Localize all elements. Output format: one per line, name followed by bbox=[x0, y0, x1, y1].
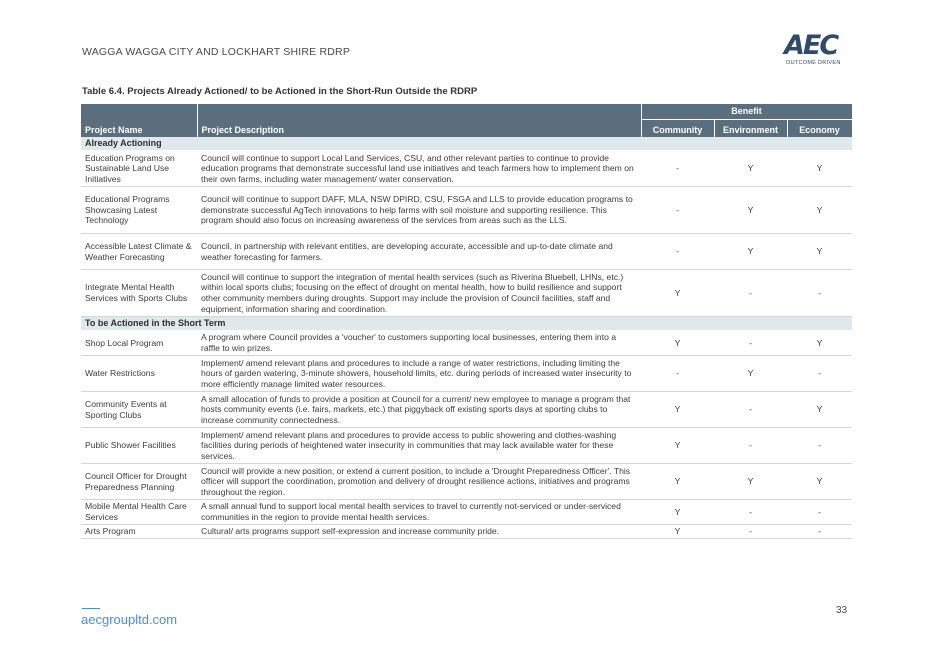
table-row bbox=[81, 356, 852, 392]
table-row bbox=[81, 234, 852, 270]
table-row bbox=[81, 525, 852, 539]
benefit-economy: Y bbox=[787, 151, 852, 187]
benefit-community: Y bbox=[641, 500, 714, 525]
benefit-environment: Y bbox=[714, 234, 787, 270]
table-row bbox=[81, 500, 852, 525]
project-name: Water Restrictions bbox=[81, 356, 197, 392]
header-community: Community bbox=[641, 120, 714, 138]
project-name: Shop Local Program bbox=[81, 331, 197, 356]
benefit-economy: Y bbox=[787, 234, 852, 270]
project-description: Implement/ amend relevant plans and procedures to provide access to public showering and clothes-washing facilities during periods of heightened water insecurity in communities that may lack available water for these services. bbox=[197, 428, 641, 464]
benefit-community: Y bbox=[641, 270, 714, 317]
project-description: A small allocation of funds to provide a position at Council for a current/ new employee to manage a program that hosts community events (i.e. fairs, markets, etc.) that piggyback off existing sports days at sporting clubs to increase community connectedness. bbox=[197, 392, 641, 428]
benefit-community: Y bbox=[641, 525, 714, 539]
benefit-economy: Y bbox=[787, 187, 852, 234]
table-row bbox=[81, 270, 852, 317]
benefit-environment: - bbox=[714, 428, 787, 464]
table-row bbox=[81, 151, 852, 187]
table-row bbox=[81, 392, 852, 428]
project-description: Council will continue to support Local Land Services, CSU, and other relevant parties to continue to provide education programs that demonstrate successful land use initiatives and teach farmers how to implement them on their own farms, including water management/ water conservation. bbox=[197, 151, 641, 187]
section-title: Already Actioning bbox=[81, 137, 852, 151]
aec-logo bbox=[784, 32, 856, 72]
project-description: Council will continue to support the integration of mental health services (such as Riverina Bluebell, LHNs, etc.) within local sports clubs; focusing on the effect of drought on mental health, how to build resilience and support other community members during droughts. Support may include the provision of Council facilities, staff and equipment, information sharing and coordination. bbox=[197, 270, 641, 317]
benefit-community: Y bbox=[641, 392, 714, 428]
footer-website-link[interactable]: aecgroupltd.com bbox=[81, 612, 178, 627]
page-number: 33 bbox=[836, 605, 848, 616]
header-project-name: Project Name bbox=[81, 104, 197, 137]
table-caption: Table 6.4. Projects Already Actioned/ to be Actioned in the Short-Run Outside the RDRP bbox=[82, 86, 478, 97]
benefit-community: - bbox=[641, 356, 714, 392]
project-name: Arts Program bbox=[81, 525, 197, 539]
benefit-economy: Y bbox=[787, 392, 852, 428]
section-title: To be Actioned in the Short Term bbox=[81, 317, 852, 331]
benefit-economy: - bbox=[787, 500, 852, 525]
footer-divider bbox=[82, 608, 100, 609]
benefit-economy: - bbox=[787, 356, 852, 392]
project-description: Cultural/ arts programs support self-expression and increase community pride. bbox=[197, 525, 641, 539]
table-row bbox=[81, 187, 852, 234]
header-project-description: Project Description bbox=[197, 104, 641, 137]
benefit-environment: - bbox=[714, 392, 787, 428]
benefit-community: - bbox=[641, 187, 714, 234]
section-row bbox=[81, 317, 852, 331]
table-row bbox=[81, 464, 852, 500]
header-benefit: Benefit bbox=[641, 104, 852, 120]
benefit-environment: - bbox=[714, 270, 787, 317]
project-name: Community Events at Sporting Clubs bbox=[81, 392, 197, 428]
header-environment: Environment bbox=[714, 120, 787, 138]
project-name: Educational Programs Showcasing Latest Technology bbox=[81, 187, 197, 234]
project-description: Council, in partnership with relevant entities, are developing accurate, accessible and up-to-date climate and weather forecasting for farmers. bbox=[197, 234, 641, 270]
benefit-environment: Y bbox=[714, 356, 787, 392]
project-name: Integrate Mental Health Services with Sports Clubs bbox=[81, 270, 197, 317]
benefit-community: - bbox=[641, 234, 714, 270]
benefit-economy: - bbox=[787, 525, 852, 539]
benefit-environment: Y bbox=[714, 187, 787, 234]
benefit-community: - bbox=[641, 151, 714, 187]
benefit-community: Y bbox=[641, 331, 714, 356]
project-name: Education Programs on Sustainable Land Use Initiatives bbox=[81, 151, 197, 187]
project-name: Mobile Mental Health Care Services bbox=[81, 500, 197, 525]
benefit-economy: - bbox=[787, 270, 852, 317]
project-description: Council will continue to support DAFF, MLA, NSW DPIRD, CSU, FSGA and LLS to provide education programs to demonstrate successful AgTech innovations to help farms with soil moisture and supporting resilience. This program should also focus on increasing awareness of the services from areas such as the LLS. bbox=[197, 187, 641, 234]
section-row bbox=[81, 137, 852, 151]
benefit-community: Y bbox=[641, 428, 714, 464]
projects-table bbox=[81, 104, 853, 539]
project-description: A program where Council provides a 'voucher' to customers supporting local businesses, entering them into a raffle to win prizes. bbox=[197, 331, 641, 356]
table-row bbox=[81, 428, 852, 464]
project-name: Council Officer for Drought Preparedness Planning bbox=[81, 464, 197, 500]
benefit-economy: - bbox=[787, 428, 852, 464]
benefit-environment: Y bbox=[714, 151, 787, 187]
project-name: Public Shower Facilities bbox=[81, 428, 197, 464]
benefit-environment: - bbox=[714, 500, 787, 525]
header-economy: Economy bbox=[787, 120, 852, 138]
benefit-economy: Y bbox=[787, 331, 852, 356]
benefit-community: Y bbox=[641, 464, 714, 500]
project-description: A small annual fund to support local mental health services to travel to currently not-serviced or under-serviced communities in the region to provide mental health services. bbox=[197, 500, 641, 525]
document-title: WAGGA WAGGA CITY AND LOCKHART SHIRE RDRP bbox=[82, 46, 351, 58]
project-description: Implement/ amend relevant plans and procedures to include a range of water restrictions, including limiting the hours of garden watering, 3-minute showers, household limits, etc. during periods of increased water insecurity to more efficiently manage limited water resources. bbox=[197, 356, 641, 392]
project-name: Accessible Latest Climate & Weather Forecasting bbox=[81, 234, 197, 270]
benefit-environment: Y bbox=[714, 464, 787, 500]
benefit-environment: - bbox=[714, 525, 787, 539]
logo-wordmark: AEC bbox=[784, 30, 838, 61]
table-row bbox=[81, 331, 852, 356]
logo-tagline: OUTCOME DRIVEN bbox=[786, 60, 841, 66]
benefit-economy: Y bbox=[787, 464, 852, 500]
benefit-environment: - bbox=[714, 331, 787, 356]
project-description: Council will provide a new position, or extend a current position, to include a 'Drought Preparedness Officer'. This officer will support the coordination, promotion and delivery of drought resilience actions, initiatives and programs throughout the region. bbox=[197, 464, 641, 500]
